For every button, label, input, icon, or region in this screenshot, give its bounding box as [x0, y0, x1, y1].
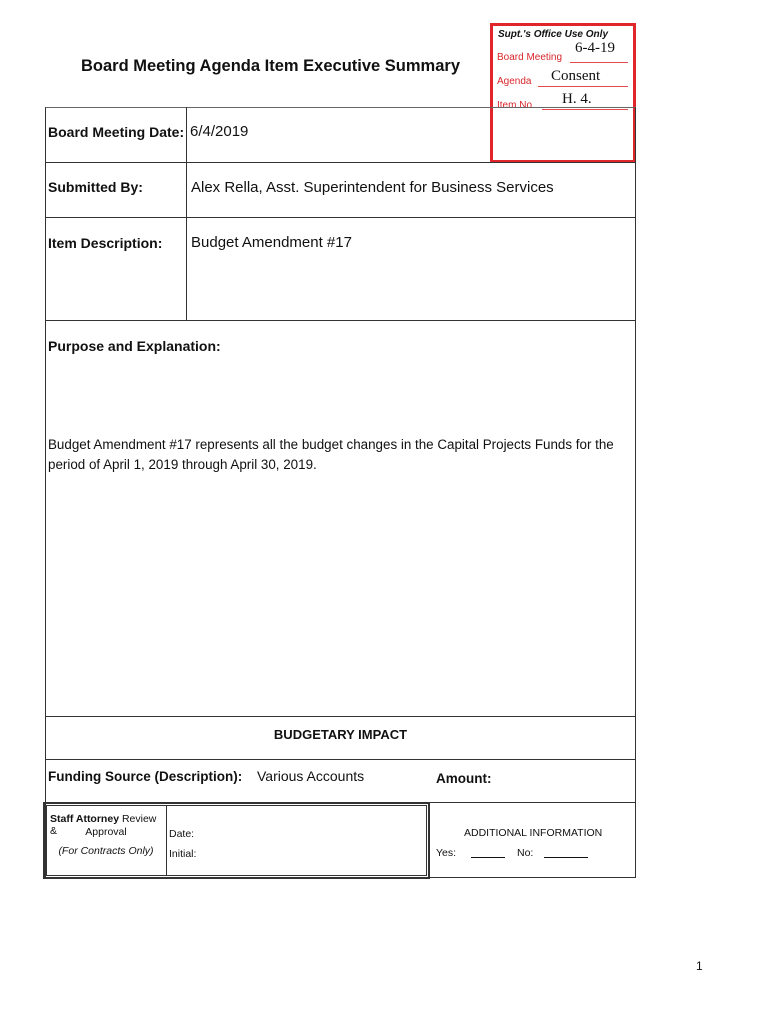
form-frame — [45, 107, 636, 878]
board-meeting-value: 6-4-19 — [575, 40, 615, 56]
document-title: Board Meeting Agenda Item Executive Summary — [81, 57, 460, 75]
row-divider-budget-title — [45, 759, 636, 760]
item-no-value: H. 4. — [562, 91, 592, 107]
submitted-by-label: Submitted By: — [48, 179, 143, 195]
item-description-value: Budget Amendment #17 — [191, 234, 352, 251]
additional-info-no-label: No: — [517, 847, 534, 859]
item-description-label: Item Description: — [48, 235, 163, 251]
staff-attorney-contracts-only: (For Contracts Only) — [58, 845, 154, 857]
meeting-date-label: Board Meeting Date: — [48, 124, 185, 140]
attorney-date-label: Date: — [169, 828, 195, 840]
office-use-title: Supt.'s Office Use Only — [498, 29, 608, 40]
agenda-label: Agenda — [497, 76, 532, 87]
amount-label: Amount: — [436, 771, 492, 786]
additional-info-no-line — [544, 857, 588, 858]
additional-info-yes-label: Yes: — [436, 847, 457, 859]
board-meeting-line — [570, 62, 628, 63]
item-no-label: Item No. — [497, 100, 535, 111]
staff-attorney-title-rest: Review & — [50, 813, 157, 837]
purpose-label: Purpose and Explanation: — [48, 338, 221, 354]
additional-info-title: ADDITIONAL INFORMATION — [464, 827, 603, 839]
purpose-text: Budget Amendment #17 represents all the budget changes in the Capital Projects Funds for the period of April 1, 2019 through April 30, 2019. — [48, 437, 614, 472]
row-divider-description — [45, 320, 636, 321]
submitted-by-value: Alex Rella, Asst. Superintendent for Business Services — [191, 179, 554, 196]
page-number: 1 — [696, 959, 703, 973]
meeting-date-value: 6/4/2019 — [190, 123, 249, 140]
row-divider-submitted — [45, 217, 636, 218]
staff-attorney-title-bold: Staff Attorney — [50, 813, 120, 825]
funding-source-value: Various Accounts — [257, 768, 365, 784]
agenda-line — [538, 86, 628, 87]
additional-info-yes-line — [471, 857, 505, 858]
budgetary-impact-title: BUDGETARY IMPACT — [273, 727, 408, 742]
row-divider-purpose — [45, 716, 636, 717]
staff-attorney-divider — [166, 805, 167, 876]
agenda-value: Consent — [551, 68, 601, 84]
staff-attorney-approval: Approval — [85, 826, 127, 838]
attorney-initial-label: Initial: — [169, 848, 197, 860]
row-divider-date — [45, 162, 636, 163]
label-column-divider — [186, 107, 187, 320]
board-meeting-label: Board Meeting — [497, 52, 563, 63]
funding-source-label: Funding Source (Description): — [48, 769, 243, 784]
